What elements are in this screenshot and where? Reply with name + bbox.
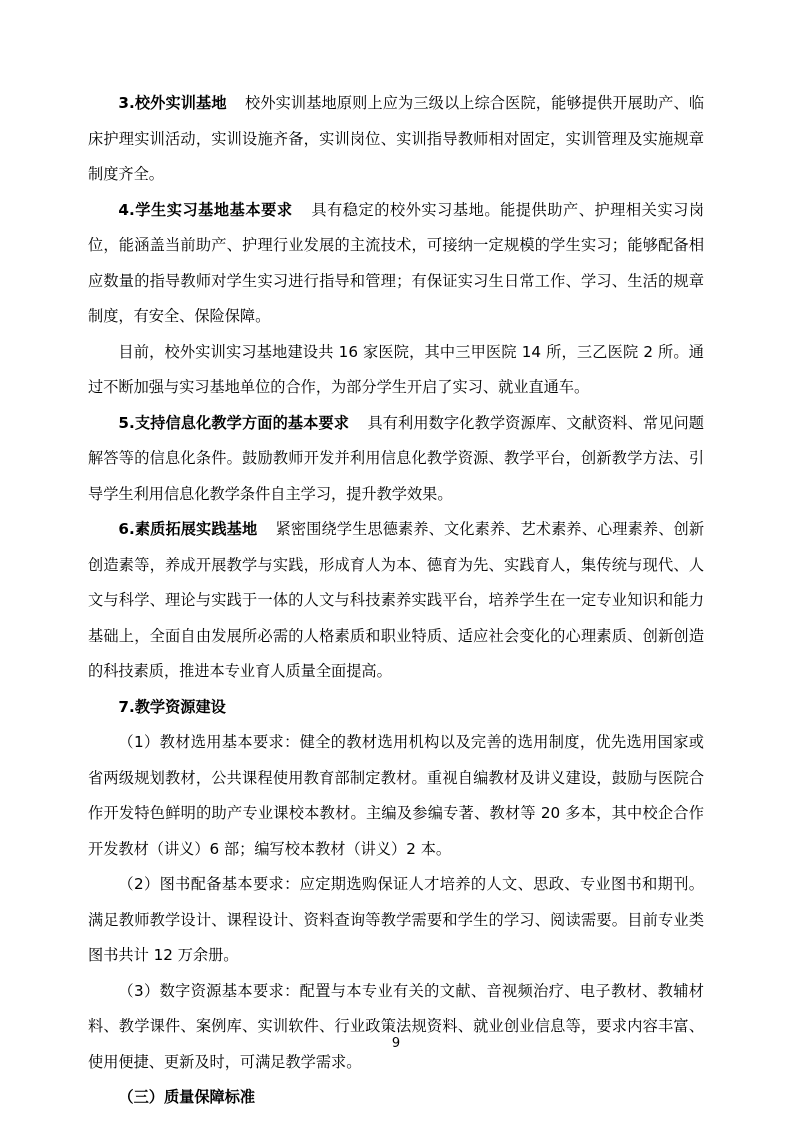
paragraph-7-1-text: （1）教材选用基本要求：健全的教材选用机构以及完善的选用制度，优先选用国家或省两级规划教材，公共课程使用教育部制定教材。重视自编教材及讲义建设，鼓励与医院合作开发特色鲜明的助产专业课校本教材。主编及参编专著、教材等 20 多本，其中校企合作开发教材（讲义）6 部；编写校本教材（讲义）2 本。 [88, 733, 704, 858]
paragraph-6 [88, 512, 704, 690]
paragraph-4-text: 具有稳定的校外实习基地。能提供助产、护理相关实习岗位，能涵盖当前助产、护理行业发展的主流技术，可接纳一定规模的学生实习；能够配备相应数量的指导教师对学生实习进行指导和管理；有保证实习生日常工作、学习、生活的规章制度，有安全、保险保障。 [88, 200, 705, 325]
paragraph-5-text: 具有利用数字化教学资源库、文献资料、常见问题解答等的信息化条件。鼓励教师开发并利用信息化教学资源、教学平台，创新教学方法、引导学生利用信息化教学条件自主学习，提升教学效果。 [88, 413, 704, 503]
section-heading-3-text: （三）质量保障标准 [118, 1088, 256, 1106]
paragraph-7-1 [88, 725, 704, 867]
paragraph-3-text: 校外实训基地原则上应为三级以上综合医院，能够提供开展助产、临床护理实训活动，实训设施齐备，实训岗位、实训指导教师相对固定，实训管理及实施规章制度齐全。 [88, 94, 705, 183]
section-heading-3 [88, 1080, 704, 1116]
paragraph-7 [88, 690, 704, 726]
paragraph-3 [88, 86, 704, 193]
paragraph-5 [88, 406, 704, 513]
paragraph-5-heading: 5.支持信息化教学方面的基本要求 [118, 413, 350, 432]
paragraph-4-heading: 4.学生实习基地基本要求 [118, 200, 293, 219]
paragraph-7-3 [88, 974, 704, 1081]
paragraph-7-heading: 7.教学资源建设 [118, 697, 226, 716]
paragraph-3-heading: 3.校外实训基地 [118, 94, 227, 112]
paragraph-7-3-text: （3）数字资源基本要求：配置与本专业有关的文献、音视频治疗、电子教材、教辅材料、教学课件、案例库、实训软件、行业政策法规资料、就业创业信息等，要求内容丰富、使用便捷、更新及时，可满足教学需求。 [88, 981, 704, 1071]
paragraph-7-2-text: （2）图书配备基本要求：应定期选购保证人才培养的人文、思政、专业图书和期刊。满足教师教学设计、课程设计、资料查询等教学需要和学生的学习、阅读需要。目前专业类图书共计 12 万余册。 [88, 875, 704, 964]
document-body [88, 86, 704, 1116]
paragraph-7-2 [88, 867, 704, 974]
paragraph-current-status-text: 目前，校外实训实习基地建设共 16 家医院，其中三甲医院 14 所，三乙医院 2 所。通过不断加强与实习基地单位的合作，为部分学生开启了实习、就业直通车。 [88, 342, 704, 396]
page-number: 9 [391, 1036, 401, 1051]
paragraph-6-text: 紧密围绕学生思德素养、文化素养、艺术素养、心理素养、创新创造素等，养成开展教学与实践，形成育人为本、德育为先、实践育人，集传统与现代、人文与科学、理论与实践于一体的人文与科技素养实践平台，培养学生在一定专业知识和能力基础上，全面自由发展所必需的人格素质和职业特质、适应社会变化的心理素质、创新创造的科技素质，推进本专业育人质量全面提高。 [88, 520, 705, 680]
paragraph-4 [88, 193, 704, 335]
paragraph-6-heading: 6.素质拓展实践基地 [118, 520, 258, 538]
paragraph-current-status [88, 335, 704, 406]
